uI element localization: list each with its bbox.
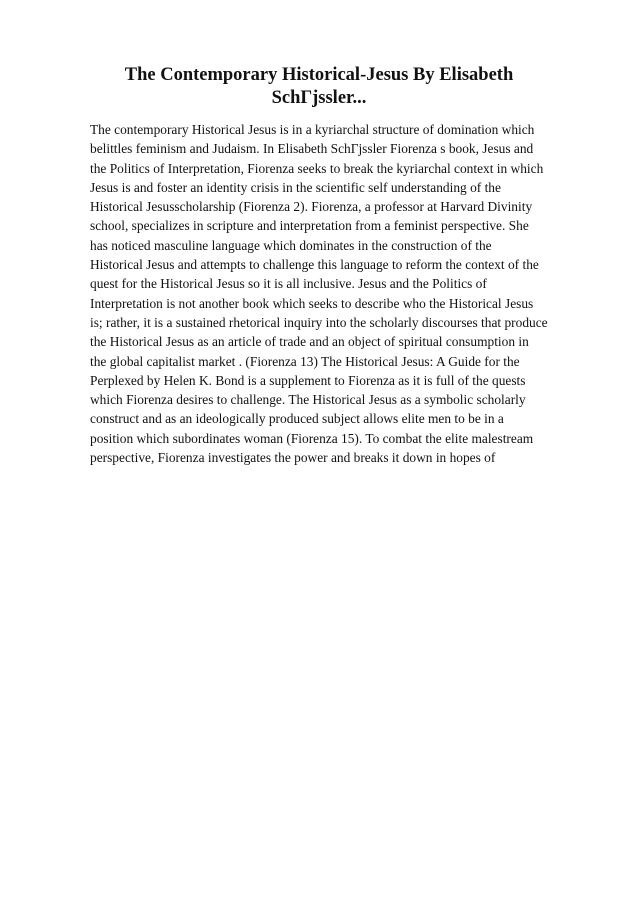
body-line: position which subordinates woman (Fiorenza 15). To combat the elite malestream <box>90 430 534 446</box>
title-line: SchГjssler... <box>271 88 367 108</box>
body-line: which Fiorenza desires to challenge. The Historical Jesus as a symbolic scholarly <box>90 392 526 408</box>
body-line: Jesus is and foster an identity crisis in the scientific self understanding of the <box>90 179 501 195</box>
body-line: Historical Jesus and attempts to challenge this language to reform the context of the <box>90 257 539 273</box>
title-line: The Contemporary Historical-Jesus By Elisabeth <box>124 65 514 85</box>
body-line: The contemporary Historical Jesus is in a kyriarchal structure of domination which <box>90 122 535 137</box>
body-line: has noticed masculine language which dominates in the construction of the <box>90 237 492 253</box>
body-line: the Politics of Interpretation, Fiorenza seeks to break the kyriarchal context in which <box>90 160 544 176</box>
body-line: school, specializes in scripture and interpretation from a feminist perspective. She <box>90 218 529 234</box>
body-line: is; rather, it is a sustained rhetorical inquiry into the scholarly discourses that produce <box>90 314 548 330</box>
body-line: belittles feminism and Judaism. In Elisabeth SchГjssler Fiorenza s book, Jesus and <box>90 141 534 157</box>
body-line: the Historical Jesus as an article of trade and an object of spiritual consumption in <box>90 334 529 350</box>
body-line: construct and as an ideologically produced subject allows elite men to be in a <box>90 411 504 427</box>
body-line: quest for the Historical Jesus so it is all inclusive. Jesus and the Politics of <box>90 276 487 292</box>
body-line: Historical Jesusscholarship (Fiorenza 2). Fiorenza, a professor at Harvard Divinity <box>90 199 533 215</box>
document-body <box>90 120 590 467</box>
body-line: the global capitalist market . (Fiorenza 13) The Historical Jesus: A Guide for the <box>90 353 520 369</box>
body-line: perspective, Fiorenza investigates the power and breaks it down in hopes of <box>90 450 496 466</box>
body-line: Interpretation is not another book which seeks to describe who the Historical Jesus <box>90 295 534 311</box>
body-line: Perplexed by Helen K. Bond is a supplement to Fiorenza as it is full of the quests <box>90 372 526 388</box>
document-title <box>60 64 578 110</box>
